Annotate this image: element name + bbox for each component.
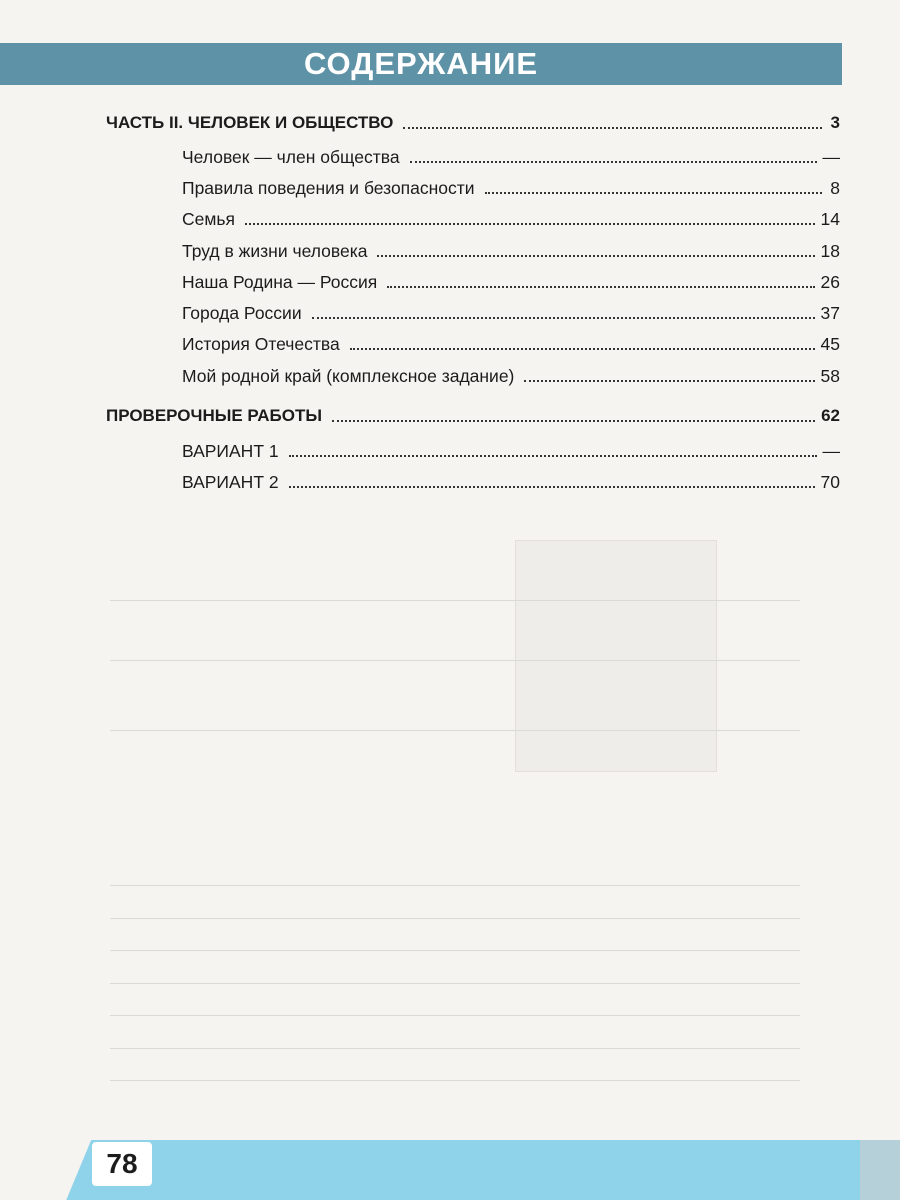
toc-section	[106, 108, 840, 134]
toc-dot-leader	[312, 316, 815, 319]
toc-entry-page: 58	[820, 366, 840, 386]
toc-entry-page: 8	[830, 178, 840, 198]
toc-entry-title: Человек — член общества	[182, 147, 400, 167]
toc-dot-leader	[289, 485, 815, 488]
toc-entry-title: Мой родной край (комплексное задание)	[182, 366, 515, 386]
toc-dot-leader	[245, 222, 815, 225]
footer-band-edge	[860, 1140, 900, 1200]
toc-entry-page: —	[822, 147, 840, 167]
toc-entry-page: 3	[830, 113, 840, 132]
toc-entry-title: ВАРИАНТ 1	[182, 441, 279, 461]
toc-entry	[182, 267, 840, 293]
toc-entry-title: ЧАСТЬ II. ЧЕЛОВЕК И ОБЩЕСТВО	[106, 113, 394, 132]
toc-dot-leader	[524, 379, 814, 382]
toc-entry-title: Наша Родина — Россия	[182, 272, 378, 292]
ghost-line	[110, 885, 800, 886]
toc-entry-title: Города России	[182, 303, 302, 323]
toc-entry	[182, 236, 840, 262]
toc-section	[106, 401, 840, 427]
toc-entry-title: История Отечества	[182, 334, 340, 354]
toc-entry-page: 45	[820, 334, 840, 354]
ghost-line	[110, 983, 800, 984]
toc-entry-page: 18	[820, 241, 840, 261]
toc-dot-leader	[350, 347, 815, 350]
toc-entry	[182, 173, 840, 199]
toc-entry-title: ПРОВЕРОЧНЫЕ РАБОТЫ	[106, 406, 323, 425]
toc-dot-leader	[485, 191, 822, 194]
toc-entry-page: —	[822, 441, 840, 461]
toc-entry-page: 26	[820, 272, 840, 292]
toc-dot-leader	[377, 254, 814, 257]
toc-entry-title: Правила поведения и безопасности	[182, 178, 475, 198]
ghost-line	[110, 730, 800, 731]
ghost-line	[110, 1080, 800, 1081]
toc-entry-title: Семья	[182, 209, 235, 229]
ghost-line	[110, 1048, 800, 1049]
toc-entry-title: ВАРИАНТ 2	[182, 472, 279, 492]
page-title: СОДЕРЖАНИЕ	[303, 46, 539, 81]
ghost-line	[110, 950, 800, 951]
toc-entry	[182, 204, 840, 230]
toc-dot-leader	[289, 454, 817, 457]
toc-entry-page: 70	[820, 472, 840, 492]
ghost-line	[110, 660, 800, 661]
toc-entry-title: Труд в жизни человека	[182, 241, 368, 261]
ghost-line	[110, 918, 800, 919]
toc-entry	[182, 436, 840, 462]
ghost-line	[110, 1015, 800, 1016]
toc-dot-leader	[387, 285, 814, 288]
toc-entry	[182, 142, 840, 168]
toc-entry	[182, 329, 840, 355]
toc-dot-leader	[332, 419, 815, 422]
toc-entry-page: 37	[820, 303, 840, 323]
ghost-line	[110, 600, 800, 601]
toc-dot-leader	[410, 160, 817, 163]
toc-dot-leader	[403, 126, 822, 129]
toc-entry	[182, 361, 840, 387]
page-number: 78	[92, 1142, 152, 1186]
toc-entry-page: 14	[820, 209, 840, 229]
ghost-image	[515, 540, 717, 772]
toc-entry	[182, 467, 840, 493]
toc-entry	[182, 298, 840, 324]
toc-entry-page: 62	[821, 406, 840, 425]
